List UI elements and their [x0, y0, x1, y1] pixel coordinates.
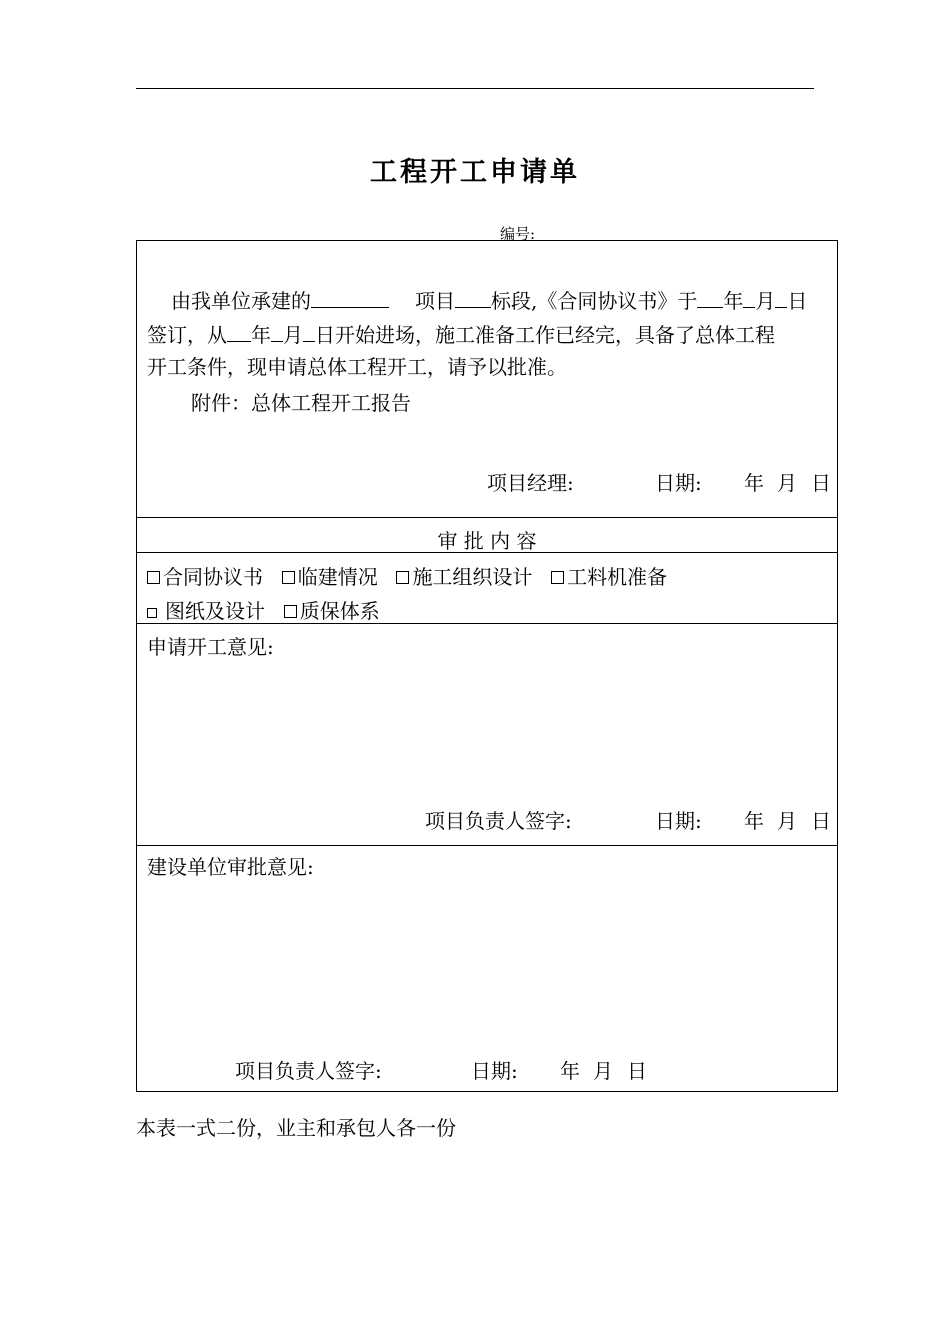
owner-signer-label: 项目负责人签字:: [235, 1059, 382, 1083]
application-form: [136, 240, 838, 1092]
divider-owner-opinion: [137, 845, 837, 846]
application-line-2: 签订，从 年 月 日开始进场，施工准备工作已经完，具备了总体工程: [147, 323, 775, 347]
checklist-item-contract[interactable]: 合同协议书: [147, 565, 263, 589]
manager-date-day: 日: [811, 471, 831, 495]
manager-date-year: 年: [744, 471, 764, 495]
opinion-date-month: 月: [777, 809, 797, 833]
review-header: 审 批 内 容: [437, 529, 537, 553]
owner-date-label: 日期:: [471, 1059, 518, 1083]
checklist-row-1: [147, 567, 667, 587]
checkbox-icon[interactable]: [284, 605, 297, 618]
application-line-3: 开工条件，现申请总体工程开工，请予以批准。: [147, 355, 567, 379]
checkbox-icon[interactable]: [147, 571, 160, 584]
divider-opinion: [137, 623, 837, 624]
manager-date-label: 日期:: [655, 471, 702, 495]
opinion-label: 申请开工意见:: [147, 635, 274, 659]
header-rule: [136, 88, 814, 89]
manager-date-month: 月: [777, 471, 797, 495]
divider-review-header: [137, 517, 837, 518]
divider-checklist: [137, 552, 837, 553]
checkbox-icon[interactable]: [282, 571, 295, 584]
checkbox-icon[interactable]: [147, 608, 157, 618]
entry-day-blank[interactable]: [303, 323, 315, 342]
contract-day-blank[interactable]: [775, 289, 787, 308]
owner-date-year: 年: [560, 1059, 580, 1083]
contract-year-blank[interactable]: [697, 289, 723, 308]
entry-month-blank[interactable]: [271, 323, 283, 342]
manager-signature-label: 项目经理:: [487, 471, 574, 495]
owner-date-month: 月: [593, 1059, 613, 1083]
attachment-note: 附件：总体工程开工报告: [191, 391, 411, 415]
owner-date-day: 日: [627, 1059, 647, 1083]
opinion-date-year: 年: [744, 809, 764, 833]
entry-year-blank[interactable]: [227, 323, 251, 342]
opinion-signer-label: 项目负责人签字:: [425, 809, 572, 833]
checkbox-icon[interactable]: [396, 571, 409, 584]
checklist-item-quality-system[interactable]: 质保体系: [284, 599, 380, 623]
checklist-item-drawings[interactable]: 图纸及设计: [147, 599, 265, 623]
section-blank[interactable]: [455, 289, 491, 308]
footer-note: 本表一式二份，业主和承包人各一份: [136, 1116, 456, 1140]
checklist-row-2: [147, 601, 380, 621]
opinion-date-label: 日期:: [655, 809, 702, 833]
checklist-item-construction-design[interactable]: 施工组织设计: [396, 565, 532, 589]
contract-month-blank[interactable]: [743, 289, 755, 308]
serial-number-label: 编号:: [500, 225, 536, 243]
application-line-1: 由我单位承建的 项目 标段,《合同协议书》于 年 月 日: [171, 289, 808, 313]
owner-opinion-label: 建设单位审批意见:: [147, 855, 314, 879]
opinion-date-day: 日: [811, 809, 831, 833]
checklist-item-materials-ready[interactable]: 工料机准备: [551, 565, 667, 589]
checklist-item-temporary-works[interactable]: 临建情况: [282, 565, 378, 589]
document-title: 工程开工申请单: [370, 157, 580, 188]
checkbox-icon[interactable]: [551, 571, 564, 584]
project-name-blank[interactable]: [311, 289, 389, 308]
